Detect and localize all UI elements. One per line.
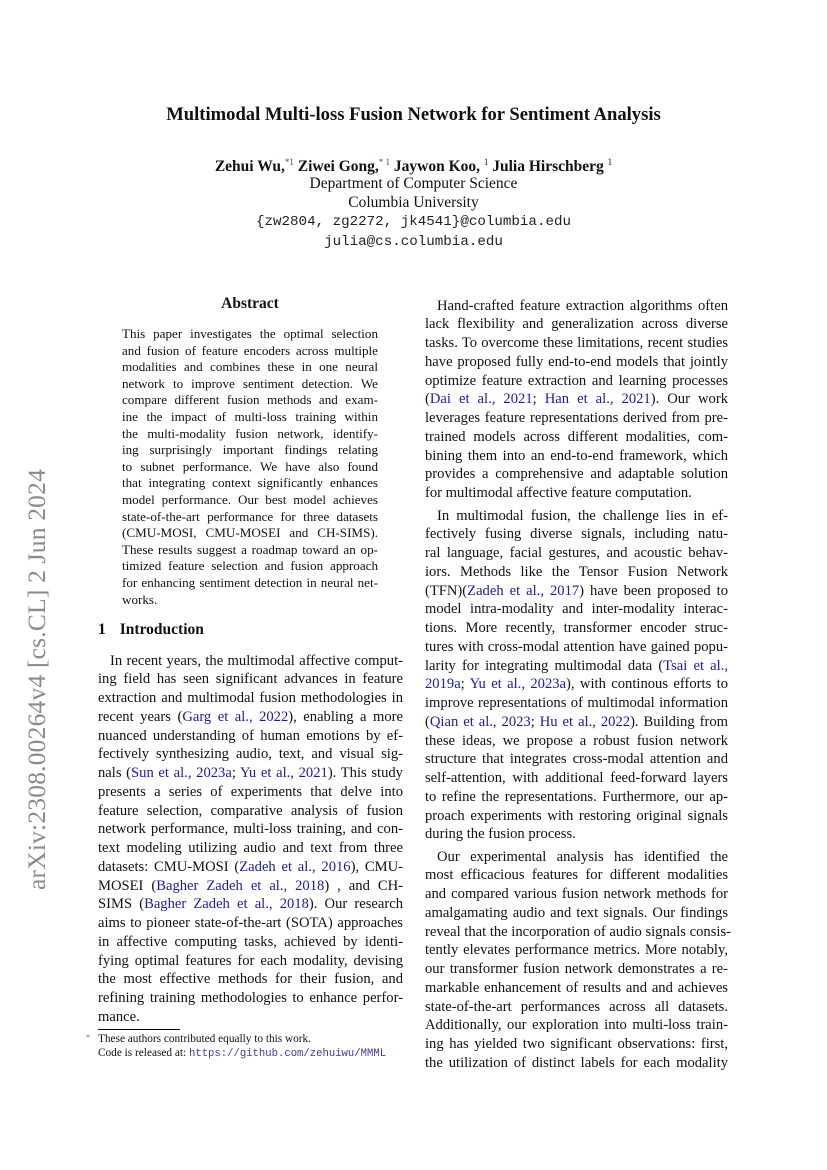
text-segment: ; [532, 391, 545, 408]
text-line [425, 334, 728, 353]
abstract-body [122, 326, 378, 608]
text-line [98, 708, 403, 727]
text-segment: nals ( [98, 765, 132, 781]
right-paragraph-1 [425, 297, 728, 503]
text-line [425, 1054, 728, 1073]
text-line [425, 979, 728, 998]
citation-link[interactable]: Garg et al., 2022 [182, 708, 289, 725]
text-segment: Our experimental analysis has identified the [437, 848, 728, 865]
text-line [98, 727, 403, 746]
citation-link[interactable]: Tsai et al., [663, 657, 728, 674]
text-segment: ral language, facial gestures, and acoustic behav- [425, 545, 728, 561]
text-segment: iors. Methods like the Tensor Fusion Network [425, 563, 728, 580]
text-segment: improve representations of multimodal information [425, 695, 728, 711]
text-segment: fectively synthesizing audio, text, and visual sig- [98, 746, 403, 763]
text-segment: Hand-crafted feature extraction algorithms often [437, 297, 728, 314]
text-segment: tions. More recently, transformer encoder struc- [425, 620, 728, 636]
text-segment: ( [425, 391, 430, 408]
text-segment: trained models across different modalities, com- [425, 428, 728, 445]
text-segment: ). This study [327, 765, 403, 781]
text-segment: and compared various fusion network methods for [425, 886, 728, 903]
text-segment: extraction and multimodal fusion methodologies in [98, 690, 403, 706]
text-line [425, 372, 728, 391]
text-segment: (CMU-MOSI, CMU-MOSEI and CH-SIMS). [122, 525, 378, 541]
text-line [98, 1008, 403, 1027]
text-line [122, 475, 378, 492]
code-repo-link[interactable]: https://github.com/zehuiwu/MMML [188, 1048, 387, 1060]
author-name: Zehui Wu, [214, 158, 285, 176]
text-segment: model performance. Our best model achieves [122, 491, 378, 507]
text-segment: the multi-modality fusion network, identify- [122, 425, 378, 441]
text-line [425, 297, 728, 316]
text-line [98, 858, 403, 877]
text-segment: have proposed fully end-to-end models that jointly [425, 353, 728, 370]
text-line [425, 1016, 728, 1035]
citation-link[interactable]: Han et al., 2021 [544, 391, 651, 408]
author-list [0, 153, 827, 176]
text-line [425, 732, 728, 751]
text-segment: SIMS ( [98, 896, 145, 913]
text-line [98, 970, 403, 989]
text-segment: that integrating context significantly enhances [122, 475, 378, 491]
text-segment: our transformer fusion network demonstrates a re- [425, 961, 728, 978]
text-line [122, 492, 378, 509]
text-line [425, 960, 728, 979]
text-line [98, 670, 403, 689]
text-line [425, 769, 728, 788]
author-marks: 1 [483, 157, 489, 167]
text-segment: fectively fusing diverse signals, including natu- [425, 526, 728, 543]
text-segment: state-of-the-art performance for three datasets [122, 508, 378, 524]
text-segment: structure that integrates cross-modal attention and [425, 751, 728, 768]
text-segment: recent years ( [98, 708, 183, 725]
text-segment: ), with continous efforts to [566, 676, 728, 693]
footnote-code-label: Code is released at: [98, 1047, 189, 1059]
text-segment: presents a series of experiments that delve into [98, 783, 403, 800]
section-title: Introduction [119, 621, 204, 638]
text-line [425, 428, 728, 447]
text-segment: the utilization of distinct labels for each modality [425, 1054, 728, 1071]
text-line [425, 409, 728, 428]
text-segment: feature selection, comparative analysis of fusion [98, 802, 403, 819]
text-segment: Additionally, our exploration into multi-loss train- [425, 1017, 728, 1034]
text-line [425, 885, 728, 904]
text-segment: ). Our work [650, 391, 728, 408]
text-segment: state-of-the-art performances across all datasets. [425, 998, 728, 1015]
section-heading-introduction [98, 621, 218, 639]
text-line [425, 788, 728, 807]
text-segment: to refine the representations. Furthermore, our ap- [425, 788, 728, 805]
text-line [98, 952, 403, 971]
text-segment: tently elevates performance metrics. More notably, [425, 942, 728, 959]
text-line [98, 877, 403, 896]
right-paragraph-3 [425, 848, 731, 1073]
text-segment: mance. [98, 1008, 140, 1025]
citation-link[interactable]: Qian et al., 2023 [429, 713, 531, 730]
text-line [425, 750, 728, 769]
text-segment: model intra-modality and inter-modality interac- [425, 601, 728, 618]
section-number: 1 [98, 621, 106, 638]
text-segment: provides a comprehensive and adaptable solution [425, 466, 728, 483]
text-segment: these ideas, we propose a robust fusion network [425, 732, 728, 749]
author-marks[interactable]: *1 [284, 157, 294, 167]
text-line [425, 694, 728, 713]
author-name: Julia Hirschberg [492, 158, 604, 176]
text-segment: modalities and combines these in one neural [122, 359, 378, 375]
author-name: Ziwei Gong, [297, 158, 379, 176]
text-line [98, 745, 403, 764]
text-line [122, 542, 378, 559]
text-line [122, 392, 378, 409]
text-segment: ) have been proposed to [579, 582, 728, 599]
text-segment: the most effective methods for their fusion, and [98, 971, 403, 988]
text-segment: ), enabling a more [288, 708, 404, 725]
introduction-paragraph [98, 652, 403, 1027]
text-segment: text modeling utilizing audio and text from three [98, 840, 403, 856]
citation-link[interactable]: Yu et al., 2023a [469, 676, 567, 693]
text-segment: most efficacious features for different modalities [425, 867, 728, 884]
text-line [425, 544, 728, 563]
text-segment: tasks. To overcome these limitations, recent studies [425, 335, 728, 352]
text-line [425, 998, 728, 1017]
text-segment: ing surprisingly important findings relating [122, 442, 378, 458]
text-segment: This paper investigates the optimal selection [122, 326, 378, 341]
text-line [98, 764, 403, 783]
text-line [122, 592, 378, 609]
text-line [122, 575, 378, 592]
text-line [98, 689, 403, 708]
text-line [425, 525, 728, 544]
arxiv-identifier-stamp: arXiv:2308.00264v4 [cs.CL] 2 Jun 2024 [22, 468, 51, 890]
text-segment: fying optimal features for each modality, devising [98, 952, 403, 969]
text-segment: for enhancing sentiment detection in neural net- [122, 574, 378, 590]
text-segment: leverages feature representations derived from pre- [425, 410, 728, 427]
text-line [98, 839, 403, 858]
text-line [98, 783, 403, 802]
text-segment: ), CMU- [350, 858, 403, 875]
department: Department of Computer Science [309, 175, 518, 192]
text-line [425, 390, 728, 409]
text-segment: MOSEI ( [98, 877, 157, 894]
text-segment: optimize feature extraction and learning processes [425, 372, 728, 389]
text-segment: tures with cross-modal attention have gained popu- [425, 638, 728, 655]
text-line [425, 675, 728, 694]
text-line [425, 465, 728, 484]
text-line [425, 507, 728, 526]
text-line [122, 409, 378, 426]
citation-link[interactable]: Bagher Zadeh et al., 2018 [156, 877, 325, 894]
text-line [98, 820, 403, 839]
author-marks[interactable]: * 1 [378, 157, 390, 167]
text-line [425, 315, 728, 334]
citation-link[interactable]: Zadeh et al., 2017 [467, 582, 580, 599]
citation-link[interactable]: Hu et al., 2022 [539, 713, 631, 730]
footnote-equal-contribution: These authors contributed equally to this work. [98, 1033, 312, 1045]
text-line [425, 582, 728, 601]
text-segment: aims to pioneer state-of-the-art (SOTA) approaches [98, 915, 403, 931]
text-line [122, 509, 378, 526]
text-line [425, 447, 728, 466]
text-segment: works. [122, 591, 158, 607]
text-line [122, 459, 378, 476]
text-line [425, 484, 728, 503]
university: Columbia University [348, 194, 479, 211]
text-segment: datasets: CMU-MOSI ( [98, 858, 240, 875]
text-line [98, 989, 403, 1008]
text-segment: ; [530, 713, 540, 730]
text-segment: lack flexibility and generalization across diverse [425, 316, 728, 333]
text-line [425, 619, 728, 638]
abstract-heading: Abstract [221, 295, 279, 312]
text-line [98, 652, 403, 671]
text-line [122, 558, 378, 575]
text-segment: These results suggest a roadmap toward an op- [122, 541, 378, 557]
text-segment: proach experiments with restoring original signals [425, 807, 728, 824]
text-segment: to subnet performance. We have also found [122, 458, 378, 474]
text-segment: ). Our research [308, 896, 404, 913]
text-segment: ; [231, 765, 241, 781]
text-segment: network performance, multi-loss training, and con- [98, 821, 403, 838]
author-email: julia@cs.columbia.edu [324, 234, 503, 250]
text-line [425, 941, 728, 960]
footnote [86, 1032, 416, 1061]
footnote-rule [98, 1029, 180, 1030]
citation-link[interactable]: 2019a [425, 676, 461, 693]
citation-link[interactable]: Zadeh et al., 2016 [239, 858, 351, 875]
text-segment: markable enhancement of results and and achieves [425, 979, 728, 996]
text-line [425, 563, 728, 582]
text-line [122, 426, 378, 443]
text-segment: network to improve sentiment detection. We [122, 375, 378, 391]
text-segment: timized feature selection and fusion approach [122, 558, 378, 574]
text-line [98, 802, 403, 821]
text-segment: compare different fusion methods and exam- [122, 392, 378, 408]
text-segment: nuanced understanding of human emotions by ef- [98, 727, 403, 744]
text-line [425, 657, 728, 676]
text-line [122, 442, 378, 459]
text-line [425, 638, 728, 657]
text-line [98, 914, 403, 933]
text-segment: amalgamating audio and text signals. Our findings [425, 904, 728, 921]
text-line [425, 866, 728, 885]
right-paragraph-2 [425, 507, 728, 845]
text-line [122, 326, 378, 343]
text-segment: ). Building from [630, 713, 728, 730]
text-segment: refining training methodologies to enhance perfor- [98, 990, 403, 1006]
text-line [425, 848, 728, 867]
text-line [425, 807, 728, 826]
citation-link[interactable]: Sun et al., 2023a [131, 765, 232, 781]
text-line [98, 933, 403, 952]
text-line [122, 376, 378, 393]
text-line [122, 343, 378, 360]
text-line [425, 713, 728, 732]
text-segment: In multimodal fusion, the challenge lies in ef- [437, 507, 728, 524]
text-segment: larity for integrating multimodal data ( [425, 657, 664, 674]
text-segment: in affective computing tasks, achieved by identi- [98, 933, 403, 950]
author-emails: {zw2804, zg2272, jk4541}@columbia.edu [255, 214, 571, 230]
text-segment: for multimodal affective feature computation. [425, 485, 692, 502]
text-segment: bining them into an end-to-end framework, which [425, 447, 728, 464]
text-segment: ine the impact of multi-loss training within [122, 408, 378, 424]
text-segment: self-attention, with additional feed-forward layers [425, 770, 728, 786]
text-line [122, 525, 378, 542]
citation-link[interactable]: Bagher Zadeh et al., 2018 [144, 896, 309, 913]
text-segment: and fusion of feature encoders across multiple [122, 342, 378, 358]
text-segment: ing has yielded two significant observations: first, [425, 1036, 728, 1053]
text-segment: ing field has seen significant advances in feature [98, 671, 403, 688]
author-name: Jaywon Koo, [393, 158, 480, 176]
text-line [425, 904, 728, 923]
text-line [425, 923, 731, 942]
text-line [425, 825, 728, 844]
footnote-mark: * [86, 1033, 90, 1042]
citation-link[interactable]: Dai et al., 2021 [429, 391, 533, 408]
text-line [425, 600, 728, 619]
text-segment: ( [425, 713, 430, 730]
text-line [425, 353, 728, 372]
text-segment: (TFN)( [425, 582, 468, 599]
text-segment: In recent years, the multimodal affective comput- [110, 652, 403, 669]
text-line [122, 359, 378, 376]
text-segment: reveal that the incorporation of audio signals consis- [425, 923, 731, 940]
text-segment: ; [460, 676, 470, 693]
author-marks: 1 [607, 157, 613, 167]
citation-link[interactable]: Yu et al., 2021 [240, 765, 328, 781]
text-segment: during the fusion process. [425, 826, 576, 843]
text-line [98, 895, 403, 914]
text-segment: ) , and CH- [324, 877, 403, 894]
paper-title: Multimodal Multi-loss Fusion Network for Sentiment Analysis [166, 104, 661, 125]
text-line [425, 1035, 728, 1054]
